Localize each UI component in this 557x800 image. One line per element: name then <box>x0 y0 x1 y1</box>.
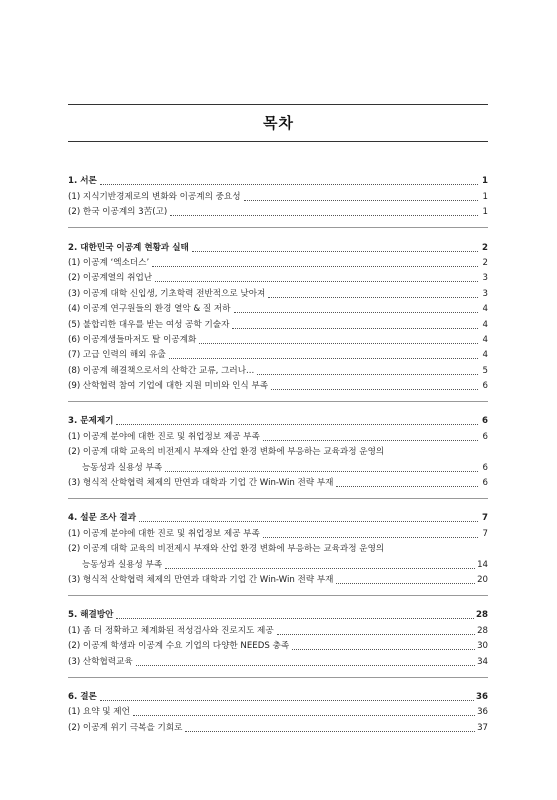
page-number: 6 <box>482 381 488 392</box>
dot-leader <box>152 266 478 267</box>
toc-entry-text: (1) 이공계 분야에 대한 진로 및 취업정보 제공 부족 <box>68 528 260 539</box>
toc-entry-text: 능동성과 실용성 부족 <box>82 559 163 570</box>
toc-entry-text: (3) 산학협력교육 <box>68 656 133 667</box>
page-number: 1 <box>482 191 488 202</box>
page-number: 36 <box>476 691 488 702</box>
dot-leader <box>271 389 478 390</box>
page-number: 5 <box>482 365 488 376</box>
toc-entry[interactable] <box>68 637 488 652</box>
page-number: 14 <box>477 559 488 570</box>
dot-leader <box>185 731 475 732</box>
toc-entry[interactable] <box>68 361 488 376</box>
toc-entry-text: (2) 이공계 위기 극복을 기회로 <box>68 722 183 733</box>
toc-entry-text: (2) 이공계 학생과 이공계 수요 기업의 다양한 NEEDS 충족 <box>68 641 290 652</box>
page-number: 2 <box>482 257 488 268</box>
toc-entry-text: 2. 대한민국 이공계 현황과 실태 <box>68 242 189 253</box>
page-number: 2 <box>482 242 488 253</box>
toc-section-heading[interactable] <box>68 172 488 187</box>
toc-entry[interactable] <box>68 571 488 586</box>
page-number: 20 <box>477 574 488 585</box>
toc-entry-text: (2) 이공계 대학 교육의 비전제시 부재와 산업 환경 변화에 부응하는 교육과정 운영의 <box>68 447 385 458</box>
dot-leader <box>336 583 475 584</box>
toc-entry[interactable] <box>68 269 488 284</box>
toc-section <box>68 688 488 734</box>
page-number: 4 <box>482 304 488 315</box>
page-number: 28 <box>477 625 488 636</box>
toc-entry[interactable] <box>68 187 488 202</box>
toc-entry-line[interactable] <box>68 540 488 555</box>
toc-entry-text: (2) 이공계열의 취업난 <box>68 273 153 284</box>
toc-entry[interactable] <box>68 652 488 667</box>
page-number: 3 <box>482 273 488 284</box>
dot-leader <box>100 184 478 185</box>
page-number: 1 <box>482 207 488 218</box>
dot-leader <box>257 374 478 375</box>
dot-leader <box>133 715 475 716</box>
toc-entry[interactable] <box>68 703 488 718</box>
page-number: 7 <box>482 513 488 524</box>
toc-entry-text: (4) 이공계 연구원들의 환경 열악 & 질 저하 <box>68 304 231 315</box>
section-divider <box>68 401 488 402</box>
dot-leader <box>165 568 475 569</box>
page-number: 30 <box>477 641 488 652</box>
toc-entry-text: (1) 좀 더 정확하고 체계화된 적성검사와 진로지도 제공 <box>68 625 274 636</box>
dot-leader <box>232 328 478 329</box>
page-number: 7 <box>482 528 488 539</box>
page-number: 4 <box>482 334 488 345</box>
toc-entry[interactable] <box>68 254 488 269</box>
toc-section-heading[interactable] <box>68 688 488 703</box>
dot-leader <box>170 215 478 216</box>
toc-entry-text: (1) 이공계 분야에 대한 진로 및 취업정보 제공 부족 <box>68 431 260 442</box>
dot-leader <box>116 424 478 425</box>
toc-entry-text: 능동성과 실용성 부족 <box>82 462 163 473</box>
toc-entry[interactable] <box>68 621 488 636</box>
toc-entry-text: 1. 서론 <box>68 176 97 187</box>
toc-entry-text: (2) 한국 이공계의 3苦(고) <box>68 207 168 218</box>
dot-leader <box>155 281 478 282</box>
toc-entry-text: (1) 요약 및 제언 <box>68 707 130 718</box>
toc-section <box>68 606 488 668</box>
section-divider <box>68 595 488 596</box>
toc-section-heading[interactable] <box>68 509 488 524</box>
dot-leader <box>234 312 478 313</box>
toc-section-heading[interactable] <box>68 238 488 253</box>
section-divider <box>68 227 488 228</box>
page-number: 1 <box>482 176 488 187</box>
toc-section-heading[interactable] <box>68 606 488 621</box>
toc-section <box>68 412 488 489</box>
toc-entry[interactable] <box>68 300 488 315</box>
dot-leader <box>116 618 474 619</box>
page-number: 6 <box>482 478 488 489</box>
dot-leader <box>169 358 478 359</box>
toc-entry[interactable] <box>68 427 488 442</box>
dot-leader <box>192 251 478 252</box>
dot-leader <box>136 665 475 666</box>
toc-entry-line[interactable] <box>68 443 488 458</box>
toc-entry-text: (8) 이공계 해결책으로서의 산학간 교류, 그러나... <box>68 365 255 376</box>
dot-leader <box>263 537 478 538</box>
page-number: 4 <box>482 319 488 330</box>
toc-entry[interactable] <box>68 284 488 299</box>
page-number: 6 <box>482 462 488 473</box>
toc-entry[interactable] <box>68 331 488 346</box>
dot-leader <box>336 486 478 487</box>
toc-section <box>68 238 488 392</box>
toc-entry[interactable] <box>68 346 488 361</box>
toc-entry-text: (1) 이공계 ‘엑소더스’ <box>68 257 150 268</box>
table-of-contents <box>68 172 488 734</box>
toc-entry-continuation[interactable] <box>68 458 488 473</box>
toc-entry-text: (3) 이공계 대학 신입생, 기초학력 전반적으로 낮아져 <box>68 288 266 299</box>
dot-leader <box>292 649 475 650</box>
page-number: 28 <box>476 610 488 621</box>
dot-leader <box>268 297 478 298</box>
dot-leader <box>263 440 478 441</box>
page-number: 6 <box>482 431 488 442</box>
toc-section <box>68 509 488 586</box>
title-rule <box>68 141 488 142</box>
toc-entry-text: (9) 산학협력 참여 기업에 대한 지원 미비와 인식 부족 <box>68 381 269 392</box>
toc-section <box>68 172 488 218</box>
toc-entry[interactable] <box>68 203 488 218</box>
toc-entry-text: (6) 이공계생들마저도 탈 이공계화 <box>68 334 197 345</box>
page-number: 4 <box>482 350 488 361</box>
dot-leader <box>244 200 478 201</box>
section-divider <box>68 498 488 499</box>
toc-entry[interactable] <box>68 474 488 489</box>
dot-leader <box>100 700 474 701</box>
page-number: 36 <box>477 707 488 718</box>
section-divider <box>68 677 488 678</box>
toc-entry-text: (3) 형식적 산학협력 체제의 만연과 대학과 기업 간 Win-Win 전략 부재 <box>68 574 334 585</box>
dot-leader <box>199 343 478 344</box>
toc-entry-text: 6. 결론 <box>68 691 97 702</box>
toc-entry-text: (1) 지식기반경제로의 변화와 이공계의 중요성 <box>68 191 241 202</box>
toc-entry-text: (2) 이공계 대학 교육의 비전제시 부재와 산업 환경 변화에 부응하는 교육과정 운영의 <box>68 544 385 555</box>
page-title: 목차 <box>263 114 294 132</box>
toc-entry-text: 3. 문제제기 <box>68 416 114 427</box>
page-number: 3 <box>482 288 488 299</box>
page-number: 37 <box>477 722 488 733</box>
toc-entry[interactable] <box>68 315 488 330</box>
toc-entry-text: (3) 형식적 산학협력 체제의 만연과 대학과 기업 간 Win-Win 전략 부재 <box>68 478 334 489</box>
toc-entry-text: (5) 불합리한 대우를 받는 여성 공학 기술자 <box>68 319 230 330</box>
toc-entry[interactable] <box>68 718 488 733</box>
toc-entry-text: (7) 고급 인력의 해외 유출 <box>68 350 166 361</box>
dot-leader <box>277 634 475 635</box>
toc-entry-continuation[interactable] <box>68 555 488 570</box>
toc-entry-text: 4. 설문 조사 결과 <box>68 513 137 524</box>
dot-leader <box>139 521 478 522</box>
top-rule <box>68 104 488 105</box>
page-number: 34 <box>477 656 488 667</box>
toc-entry[interactable] <box>68 524 488 539</box>
toc-entry[interactable] <box>68 377 488 392</box>
toc-entry-text: 5. 해결방안 <box>68 610 114 621</box>
dot-leader <box>165 471 478 472</box>
page-number: 6 <box>482 416 488 427</box>
toc-section-heading[interactable] <box>68 412 488 427</box>
